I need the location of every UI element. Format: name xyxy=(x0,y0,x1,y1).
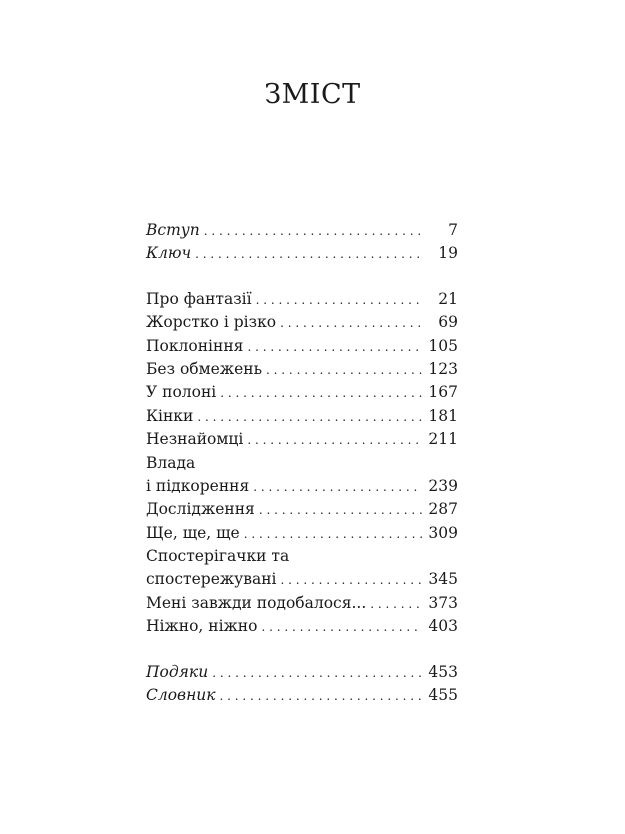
toc-dot-leader xyxy=(204,220,422,243)
toc-entry xyxy=(146,452,458,475)
toc-dot-leader xyxy=(261,616,422,639)
toc-entry-title: Ніжно, ніжно xyxy=(146,617,258,636)
toc-entry xyxy=(146,475,458,498)
toc-dot-leader xyxy=(370,593,422,616)
toc-entry-title: У полоні xyxy=(146,383,217,402)
toc-dot-leader xyxy=(197,406,422,429)
toc-dot-leader xyxy=(247,336,422,359)
toc-entry-page-number: 373 xyxy=(428,593,458,612)
toc-entry-page-number: 21 xyxy=(438,289,458,308)
toc-entry-title: Незнайомці xyxy=(146,430,244,449)
page-title: ЗМІСТ xyxy=(264,79,361,110)
toc-entry xyxy=(146,311,458,334)
toc-dot-leader xyxy=(256,289,422,312)
toc-entry-page-number: 105 xyxy=(428,336,458,355)
toc-entry-title: Кінки xyxy=(146,406,194,425)
toc-dot-leader xyxy=(280,312,422,335)
toc-entry xyxy=(146,405,458,428)
toc-dot-leader xyxy=(259,499,422,522)
toc-entry-page-number: 123 xyxy=(428,359,458,378)
toc-entry xyxy=(146,335,458,358)
toc-entry xyxy=(146,568,458,591)
toc-dot-leader xyxy=(253,476,422,499)
toc-entry xyxy=(146,358,458,381)
toc-entry xyxy=(146,684,458,707)
toc-entry xyxy=(146,661,458,684)
toc-entry-page-number: 239 xyxy=(428,476,458,495)
toc-entry-page-number: 211 xyxy=(428,430,458,449)
toc-entry-title: Вступ xyxy=(146,221,200,239)
toc-entry xyxy=(146,615,458,638)
toc-entry-title: Подяки xyxy=(146,662,209,681)
toc-entry xyxy=(146,498,458,521)
toc-dot-leader xyxy=(266,359,422,382)
toc-entry-title: Поклоніння xyxy=(146,336,244,355)
toc-entry-page-number: 69 xyxy=(438,313,458,332)
toc-entry-page-number: 287 xyxy=(428,500,458,519)
toc-dot-leader xyxy=(195,243,422,266)
toc-entry xyxy=(146,545,458,568)
toc-entry xyxy=(146,288,458,311)
toc-entry-page-number: 167 xyxy=(428,383,458,402)
toc-entry-page-number: 19 xyxy=(438,244,458,263)
toc-entry-title: Без обмежень xyxy=(146,359,263,378)
toc-entry-page-number: 309 xyxy=(428,523,458,542)
toc-entry-page-number: 7 xyxy=(448,221,458,239)
toc-entry-title: Словник xyxy=(146,686,216,705)
toc-entry-title: Ще, ще, ще xyxy=(146,523,240,542)
toc-entry xyxy=(146,592,458,615)
toc-dot-leader xyxy=(244,523,422,546)
toc-entry xyxy=(146,381,458,404)
toc-entry xyxy=(146,522,458,545)
toc-entry xyxy=(146,219,458,242)
toc-entry-page-number: 403 xyxy=(428,617,458,636)
toc-entry xyxy=(146,428,458,451)
toc-entry-title: Жорстко і різко xyxy=(146,313,277,332)
toc-dot-leader xyxy=(220,382,422,405)
toc-entry-title: Про фантазії xyxy=(146,289,252,308)
toc-entry-page-number: 453 xyxy=(428,662,458,681)
toc-dot-leader xyxy=(212,662,422,685)
toc-entry xyxy=(146,242,458,265)
toc-group xyxy=(146,661,458,708)
toc-entry-page-number: 455 xyxy=(428,686,458,705)
toc-group xyxy=(146,288,458,639)
toc-dot-leader xyxy=(281,569,422,592)
toc-entry-title: Влада xyxy=(146,453,196,472)
toc-entry-title: Дослідження xyxy=(146,500,255,519)
table-of-contents xyxy=(146,219,458,707)
toc-entry-title: Мені завжди подобалося... xyxy=(146,593,367,612)
toc-entry-title: і підкорення xyxy=(146,476,250,495)
toc-dot-leader xyxy=(247,429,422,452)
toc-dot-leader xyxy=(220,685,422,708)
toc-entry-title: спостережувані xyxy=(146,570,277,589)
toc-entry-title: Спостерігачки та xyxy=(146,547,290,566)
toc-entry-page-number: 345 xyxy=(428,570,458,589)
toc-entry-title: Ключ xyxy=(146,244,192,263)
toc-entry-page-number: 181 xyxy=(428,406,458,425)
toc-group xyxy=(146,219,458,266)
